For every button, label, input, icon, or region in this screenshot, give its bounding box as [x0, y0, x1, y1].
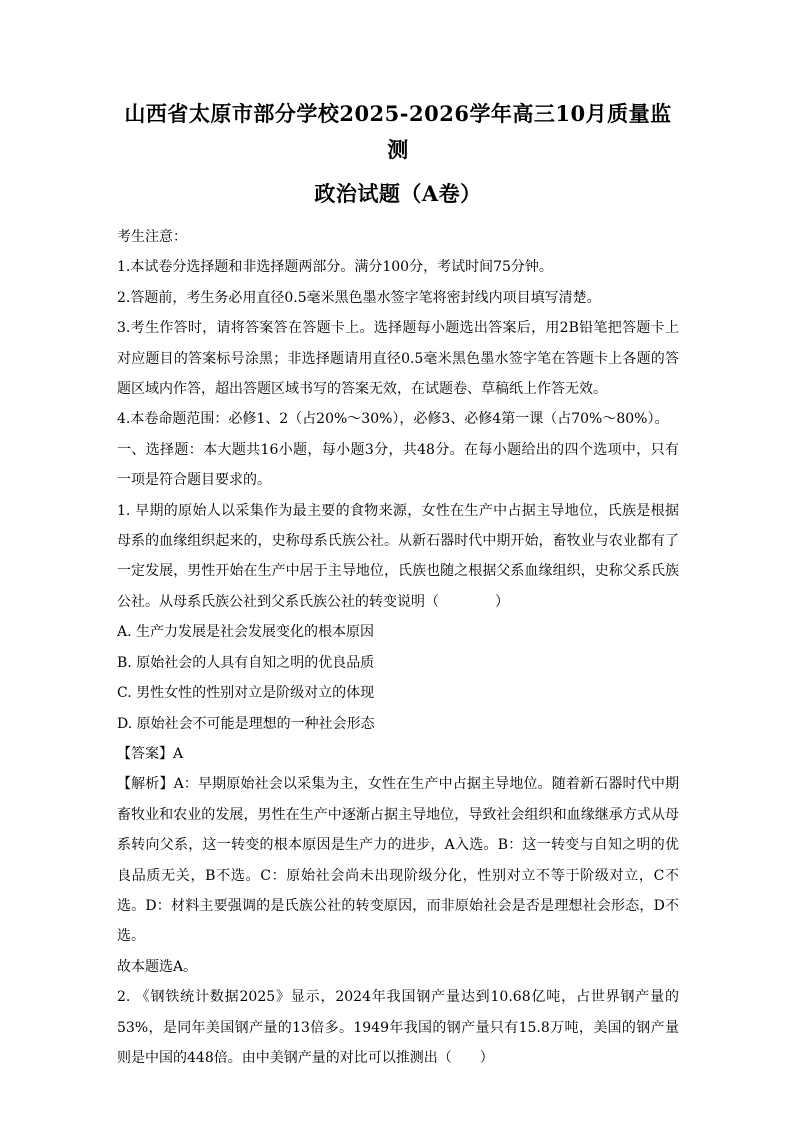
exam-title-line2: 政治试题（A卷） [314, 181, 482, 206]
question-1-conclusion: 故本题选A。 [117, 958, 198, 975]
notice-item-1: 1.本试卷分选择题和非选择题两部分。满分100分，考试时间75分钟。 [117, 259, 553, 276]
section-1-heading: 一、选择题：本大题共16小题，每小题3分，共48分。在每小题给出的四个选项中，只有一项是符合题目要求的。 [117, 441, 679, 489]
question-1-option-a: A. 生产力发展是社会发展变化的根本原因 [117, 624, 375, 641]
notice-heading: 考生注意： [117, 229, 187, 245]
question-1-option-b: B. 原始社会的人具有自知之明的优良品质 [117, 654, 375, 671]
question-1-stem: 1. 早期的原始人以采集作为最主要的食物来源，女性在生产中占据主导地位，氏族是根据母系的血缘组织起来的，史称母系氏族公社。从新石器时代中期开始，畜牧业与农业都有了一定发展，男性开始在生产中居于主导地位，氏族也随之根据父系血缘组织，史称父系氏族公社。从母系氏族公社到父系氏族公社的转变说明（ ） [117, 502, 679, 610]
question-1-analysis: 【解析】A：早期原始社会以采集为主，女性在生产中占据主导地位。随着新石器时代中期畜牧业和农业的发展，男性在生产中逐渐占据主导地位，导致社会组织和血缘继承方式从母系转向父系，这一转变的根本原因是生产力的进步，A入选。B：这一转变与自知之明的优良品质无关，B不选。C：原始社会尚未出现阶级分化，性别对立不等于阶级对立，C不选。D：材料主要强调的是氏族公社的转变原因，而非原始社会是否是理想社会形态，D不选。 [117, 776, 679, 945]
notice-item-3: 3.考生作答时，请将答案答在答题卡上。选择题每小题选出答案后，用2B铅笔把答题卡上对应题目的答案标号涂黑；非选择题请用直径0.5毫米黑色墨水签字笔在答题卡上各题的答题区域内作答，超出答题区域书写的答案无效，在试题卷、草稿纸上作答无效。 [117, 320, 679, 398]
notice-item-2: 2.答题前，考生务必用直径0.5毫米黑色墨水签字笔将密封线内项目填写清楚。 [117, 289, 601, 306]
question-2-stem: 2. 《钢铁统计数据2025》显示，2024年我国钢产量达到10.68亿吨，占世界钢产量的53%，是同年美国钢产量的13倍多。1949年我国的钢产量只有15.8万吨，美国的钢产量则是中国的448倍。由中美钢产量的对比可以推测出（ ） [117, 989, 679, 1066]
question-1-option-d: D. 原始社会不可能是理想的一种社会形态 [117, 715, 375, 732]
exam-title-line1: 山西省太原市部分学校2025-2026学年高三10月质量监测 [124, 101, 672, 162]
question-1-answer: 【答案】A [117, 745, 184, 762]
notice-item-4: 4.本卷命题范围：必修1、2（占20%～30%），必修3、必修4第一课（占70%～80%）。 [117, 411, 669, 428]
question-1-option-c: C. 男性女性的性别对立是阶级对立的体现 [117, 685, 375, 702]
